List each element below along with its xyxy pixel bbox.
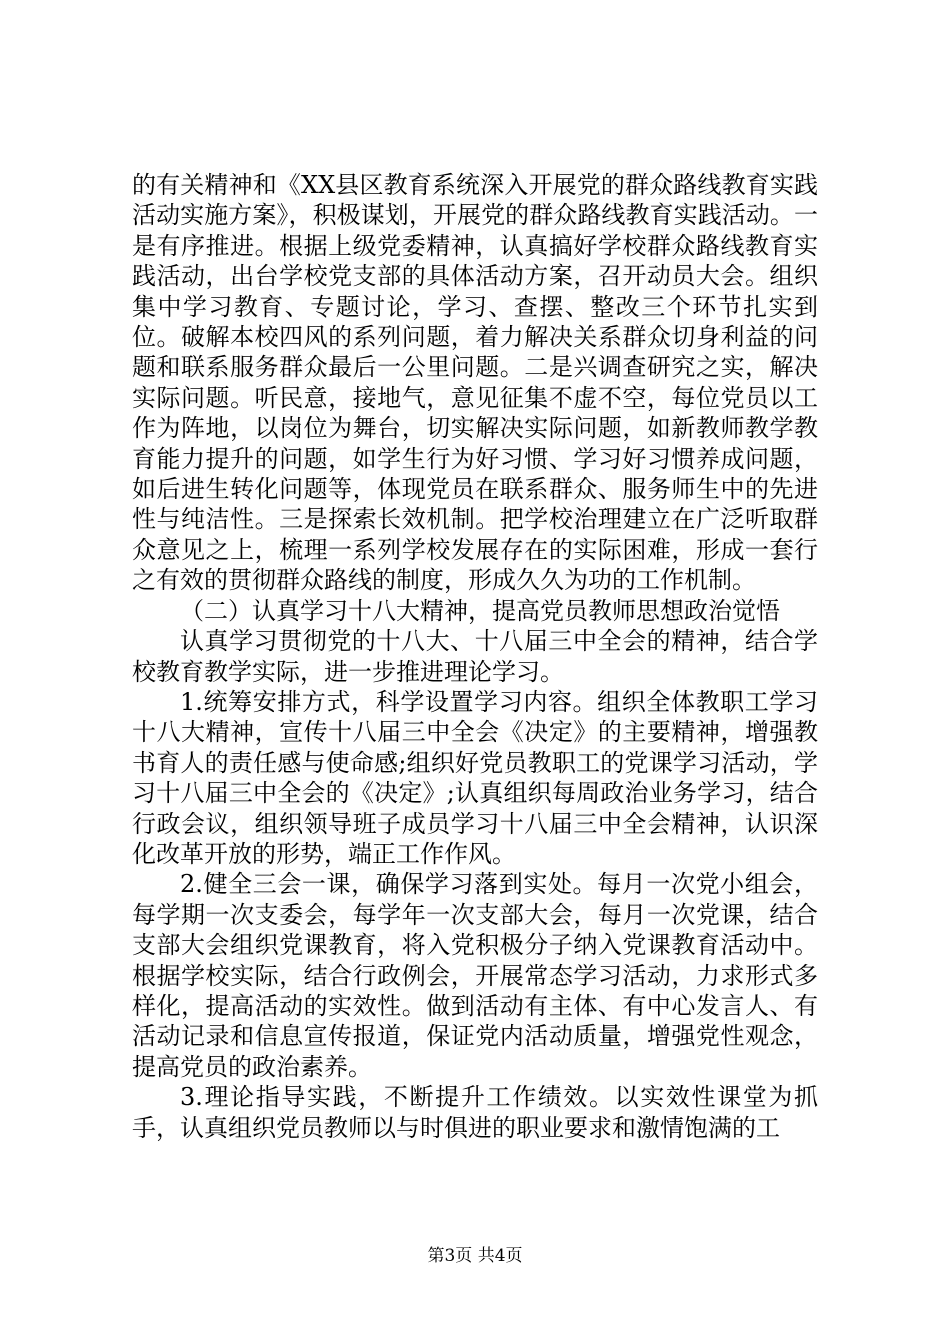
paragraph-continuation: 的有关精神和《XX县区教育系统深入开展党的群众路线教育实践活动实施方案》，积极谋划，开展党的群众路线教育实践活动。一是有序推进。根据上级党委精神，认真搞好学校群众路线教育实践活动，出台学校党支部的具体活动方案，召开动员大会。组织集中学习教育、专题讨论，学习、查摆、整改三个环节扎实到位。破解本校四风的系列问题，着力解决关系群众切身利益的问题和联系服务群众最后一公里问题。二是兴调查研究之实，解决实际问题。听民意，接地气，意见征集不虚不空，每位党员以工作为阵地，以岗位为舞台，切实解决实际问题，如新教师教学教育能力提升的问题，如学生行为好习惯、学习好习惯养成问题，如后进生转化问题等，体现党员在联系群众、服务师生中的先进性与纯洁性。三是探索长效机制。把学校治理建立在广泛听取群众意见之上，梳理一系列学校发展存在的实际困难，形成一套行之有效的贯彻群众路线的制度，形成久久为功的工作机制。 xyxy=(132,171,818,595)
paragraph-intro: 认真学习贯彻党的十八大、十八届三中全会的精神，结合学校教育教学实际，进一步推进理论学习。 xyxy=(132,627,818,686)
page-number-footer: 第3页 共4页 xyxy=(427,1246,523,1266)
paragraph-item-1: 1.统筹安排方式，科学设置学习内容。组织全体教职工学习十八大精神，宣传十八届三中全会《决定》的主要精神，增强教书育人的责任感与使命感;组织好党员教职工的党课学习活动，学习十八届三中全会的《决定》;认真组织每周政治业务学习，结合行政会议，组织领导班子成员学习十八届三中全会精神，认识深化改革开放的形势，端正工作作风。 xyxy=(132,687,818,868)
paragraph-item-3: 3.理论指导实践，不断提升工作绩效。以实效性课堂为抓手，认真组织党员教师以与时俱进的职业要求和激情饱满的工 xyxy=(132,1083,818,1142)
paragraph-item-2: 2.健全三会一课，确保学习落到实处。每月一次党小组会，每学期一次支委会，每学年一次支部大会，每月一次党课，结合支部大会组织党课教育，将入党积极分子纳入党课教育活动中。根据学校实际，结合行政例会，开展常态学习活动，力求形式多样化，提高活动的实效性。做到活动有主体、有中心发言人、有活动记录和信息宣传报道，保证党内活动质量，增强党性观念，提高党员的政治素养。 xyxy=(132,870,818,1081)
section-heading: （二）认真学习十八大精神，提高党员教师思想政治觉悟 xyxy=(180,596,780,625)
document-body xyxy=(132,170,818,1143)
